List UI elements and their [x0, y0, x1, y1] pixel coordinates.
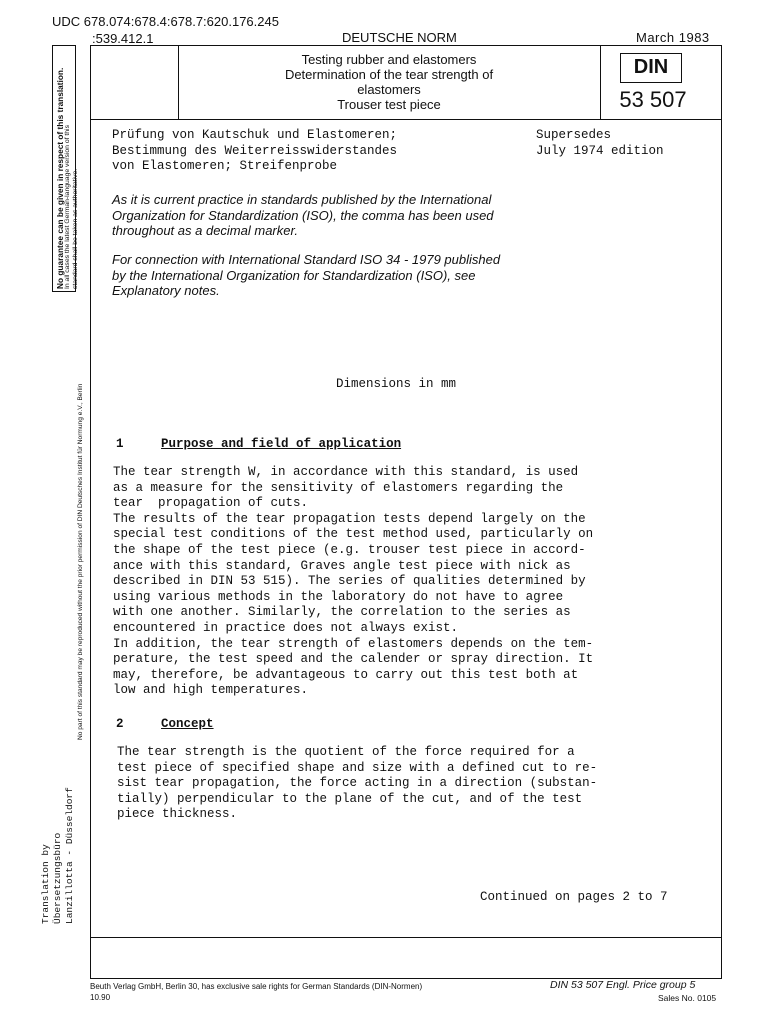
title-divider-right: [600, 45, 601, 120]
dimensions-note: Dimensions in mm: [336, 377, 457, 391]
supersedes-line: Supersedes: [536, 128, 612, 142]
din-number: 53 507: [619, 87, 687, 112]
section-2-body: The tear strength is the quotient of the force required for a test piece of specified shape and size with a defined cut to re- sist tear propagation, the force acting in a direction (substan- tially) perpendicular to the plane of the cut, and of the test piece thickness.: [117, 745, 598, 822]
section-2-heading: [116, 717, 214, 731]
sales-number: Sales No. 0105: [658, 993, 717, 1003]
supersedes-line: July 1974 edition: [536, 143, 664, 158]
english-title: [180, 52, 598, 112]
authority-line: In all cases the latest German-language version of this: [64, 125, 71, 289]
section-title: Concept: [161, 717, 214, 731]
translation-notice: No guarantee can be given in respect of this translation.: [55, 67, 65, 289]
german-title-line: Bestimmung des Weiterreisswiderstandes: [112, 143, 398, 158]
udc-line-1: UDC 678.074:678.4:678.7:620.176.245: [52, 14, 279, 29]
translation-authority-note: [64, 125, 80, 289]
header-rule: [90, 119, 722, 120]
section-number: 1: [116, 437, 124, 451]
publisher-note: Beuth Verlag GmbH, Berlin 30, has exclusive sale rights for German Standards (DIN-Normen): [90, 982, 423, 991]
footer-rule: [90, 937, 722, 938]
german-title-line: Prüfung von Kautschuk und Elastomeren;: [112, 128, 398, 142]
iso-connection-note: For connection with International Standard ISO 34 - 1979 published by the International Organization for Standardization (ISO), see Explanatory notes.: [112, 252, 501, 299]
supersedes-note: [536, 128, 664, 159]
din-logo: DIN: [620, 53, 682, 83]
decimal-marker-note: As it is current practice in standards published by the International Organization for Standardization (ISO), the comma has been used throughout as a decimal marker.: [112, 192, 494, 239]
title-line: elastomers: [357, 82, 421, 97]
translator-credit: Translation by Übersetzungsbüro Lanzillotta - Düsseldorf: [40, 787, 75, 924]
udc-line-2: :539.412.1: [92, 31, 154, 46]
section-title: Purpose and field of application: [161, 437, 402, 451]
continued-note: Continued on pages 2 to 7: [480, 890, 668, 904]
norm-label: DEUTSCHE NORM: [342, 30, 457, 45]
title-divider-left: [178, 45, 179, 120]
section-number: 2: [116, 717, 124, 731]
section-1-body: The tear strength W, in accordance with this standard, is used as a measure for the sensitivity of elastomers regarding the tear propagation of cuts. The results of the tear propagation tests depend largely on the special test conditions of the test method used, particularly on the shape of the test piece (e.g. trouser test piece in accord- ance with this standard, Graves angle test piece with nick as described in DIN 53 515). The series of qualities determined by using various methods in the laboratory do not have to agree with one another. Similarly, the correlation to the series as encountered in practice does not always exist. In addition, the tear strength of elastomers depends on the tem- perature, the test speed and the calender or spray direction. It may, therefore, be advantageous to carry out this test both at low and high temperatures.: [113, 465, 594, 698]
german-title-line: von Elastomeren; Streifenprobe: [112, 159, 338, 174]
footer-reference: DIN 53 507 Engl. Price group 5: [550, 979, 696, 991]
title-line: Trouser test piece: [337, 97, 441, 112]
title-line: Determination of the tear strength of: [284, 67, 494, 82]
german-title: [112, 128, 397, 175]
section-1-heading: [116, 437, 401, 451]
title-line: Testing rubber and elastomers: [301, 52, 477, 67]
authority-line: standard shall be taken as authoritative.: [72, 168, 79, 289]
copyright-notice: No part of this standard may be reproduced without the prior permission of DIN Deutsches Institut für Normung e.V., Berlin: [77, 383, 84, 740]
print-code: 10.90: [90, 993, 111, 1002]
issue-date: March 1983: [636, 30, 710, 45]
